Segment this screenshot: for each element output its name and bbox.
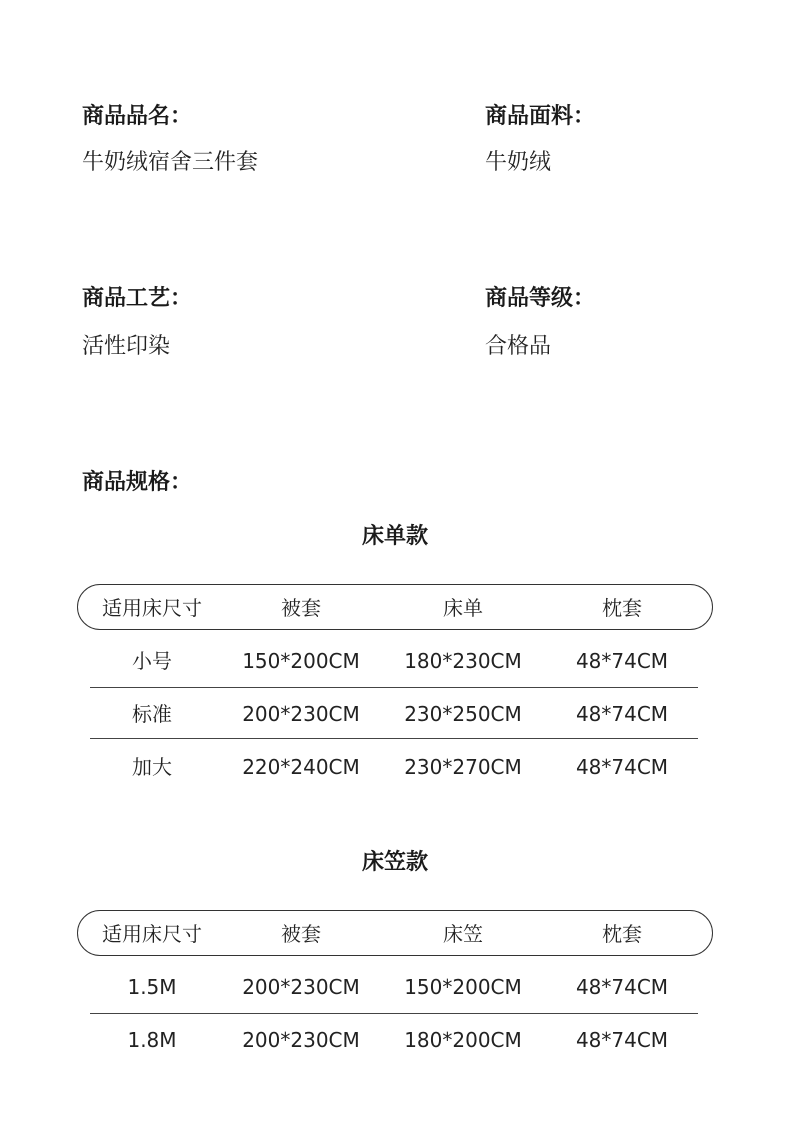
row-divider	[90, 687, 698, 688]
table-cell: 48*74CM	[575, 1028, 669, 1052]
table-cell: 加大	[132, 755, 172, 779]
row-divider	[90, 1013, 698, 1014]
table-header-cell: 枕套	[602, 596, 642, 620]
table-cell: 48*74CM	[575, 702, 669, 726]
table-cell: 200*230CM	[242, 975, 360, 999]
table-cell: 180*230CM	[404, 649, 522, 673]
table-cell: 230*250CM	[404, 702, 522, 726]
table-cell: 150*200CM	[404, 975, 522, 999]
table-cell: 标准	[132, 702, 172, 726]
table-header-cell: 床笠	[443, 922, 483, 946]
table-header-cell: 枕套	[602, 922, 642, 946]
field-value-grade: 合格品	[485, 334, 552, 359]
table-cell: 1.5M	[127, 975, 177, 999]
table-cell: 180*200CM	[404, 1028, 522, 1052]
spec-label: 商品规格：	[82, 470, 193, 495]
table-cell: 小号	[132, 649, 172, 673]
table-title: 床单款	[361, 524, 428, 549]
row-divider	[90, 738, 698, 739]
table-cell: 48*74CM	[575, 755, 669, 779]
table-header-cell: 被套	[281, 922, 321, 946]
table-cell: 230*270CM	[404, 755, 522, 779]
table-cell: 1.8M	[127, 1028, 177, 1052]
field-label-grade: 商品等级：	[485, 286, 596, 311]
field-label-craft: 商品工艺：	[82, 286, 193, 311]
table-cell: 200*230CM	[242, 702, 360, 726]
field-value-craft: 活性印染	[82, 334, 171, 359]
table-header-cell: 被套	[281, 596, 321, 620]
table-header-cell: 适用床尺寸	[102, 922, 202, 946]
table-cell: 48*74CM	[575, 975, 669, 999]
table-cell: 150*200CM	[242, 649, 360, 673]
table-cell: 48*74CM	[575, 649, 669, 673]
table-cell: 200*230CM	[242, 1028, 360, 1052]
field-value-name: 牛奶绒宿舍三件套	[82, 150, 259, 175]
field-value-fabric: 牛奶绒	[485, 150, 552, 175]
field-label-name: 商品品名：	[82, 104, 193, 129]
table-cell: 220*240CM	[242, 755, 360, 779]
table-title: 床笠款	[361, 850, 428, 875]
field-label-fabric: 商品面料：	[485, 104, 596, 129]
table-header-cell: 床单	[443, 596, 483, 620]
table-header-cell: 适用床尺寸	[102, 596, 202, 620]
